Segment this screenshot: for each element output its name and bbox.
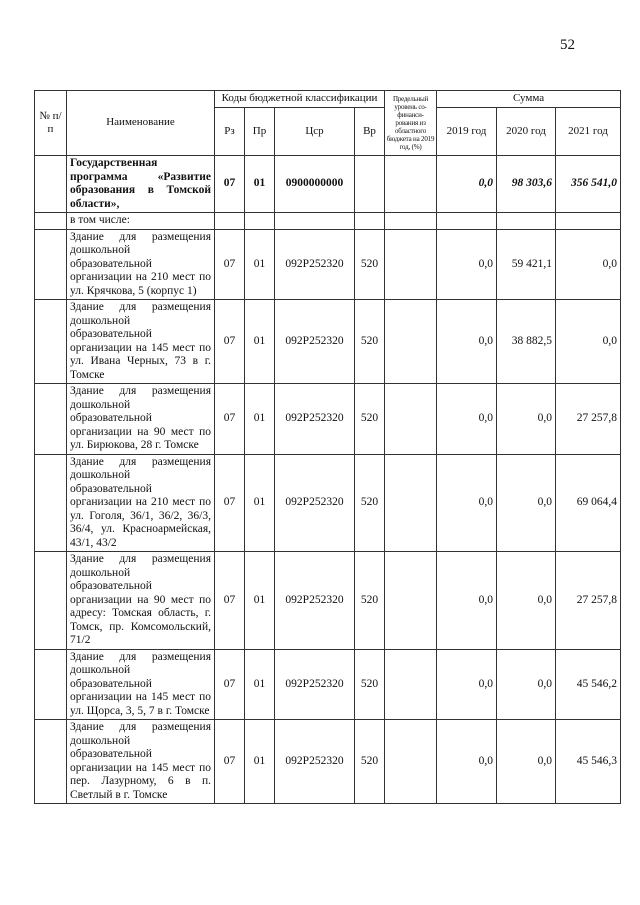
row-vr: 520 <box>355 649 385 720</box>
row-2020: 0,0 <box>497 454 556 552</box>
table-row <box>35 720 621 804</box>
row-csr: 092P252320 <box>275 552 355 650</box>
header-vr: Вр <box>355 108 385 156</box>
row-2021: 27 257,8 <box>556 384 621 455</box>
row-2019: 0,0 <box>437 552 497 650</box>
header-limit-level: Предельный уровень со-финанси-рования из областного бюджета на 2019 год, (%) <box>385 91 437 156</box>
program-name: Государственная программа «Развитие образования в Томской области», <box>67 156 215 213</box>
header-codes-group: Коды бюджетной классификации <box>215 91 385 108</box>
row-vr: 520 <box>355 552 385 650</box>
row-2020: 59 421,1 <box>497 229 556 300</box>
row-vr: 520 <box>355 300 385 384</box>
row-vr: 520 <box>355 720 385 804</box>
header-sum-group: Сумма <box>437 91 621 108</box>
page-number: 52 <box>560 37 575 53</box>
table-row <box>35 649 621 720</box>
row-csr: 092P252320 <box>275 300 355 384</box>
row-rz: 07 <box>215 384 245 455</box>
program-rz: 07 <box>215 156 245 213</box>
row-csr: 092P252320 <box>275 720 355 804</box>
table-row <box>35 384 621 455</box>
row-vr: 520 <box>355 454 385 552</box>
row-2021: 45 546,2 <box>556 649 621 720</box>
row-rz: 07 <box>215 649 245 720</box>
header-2019: 2019 год <box>437 108 497 156</box>
row-vr: 520 <box>355 384 385 455</box>
header-csr: Цср <box>275 108 355 156</box>
row-rz: 07 <box>215 720 245 804</box>
row-2019: 0,0 <box>437 720 497 804</box>
table-row <box>35 300 621 384</box>
row-pr: 01 <box>245 649 275 720</box>
row-2021: 45 546,3 <box>556 720 621 804</box>
program-2019: 0,0 <box>437 156 497 213</box>
row-rz: 07 <box>215 300 245 384</box>
row-name: Здание для размещения дошкольной образовательной организации на 145 мест по пер. Лазурному, 6 в п. Светлый в г. Томске <box>67 720 215 804</box>
row-2021: 69 064,4 <box>556 454 621 552</box>
row-rz: 07 <box>215 454 245 552</box>
row-name: Здание для размещения дошкольной образовательной организации на 210 мест по ул. Крячкова, 5 (корпус 1) <box>67 229 215 300</box>
row-2020: 0,0 <box>497 649 556 720</box>
header-2021: 2021 год <box>556 108 621 156</box>
row-2019: 0,0 <box>437 649 497 720</box>
row-pr: 01 <box>245 552 275 650</box>
row-pr: 01 <box>245 384 275 455</box>
row-name: Здание для размещения дошкольной образовательной организации на 90 мест по адресу: Томская область, г. Томск, пр. Комсомольский, 71/2 <box>67 552 215 650</box>
row-2021: 27 257,8 <box>556 552 621 650</box>
row-2019: 0,0 <box>437 454 497 552</box>
table-row <box>35 229 621 300</box>
header-rz: Рз <box>215 108 245 156</box>
row-2020: 0,0 <box>497 720 556 804</box>
including-row <box>35 213 621 230</box>
program-pr: 01 <box>245 156 275 213</box>
row-2021: 0,0 <box>556 229 621 300</box>
row-csr: 092P252320 <box>275 384 355 455</box>
header-num: № п/п <box>35 91 67 156</box>
program-2021: 356 541,0 <box>556 156 621 213</box>
row-2020: 0,0 <box>497 552 556 650</box>
row-rz: 07 <box>215 552 245 650</box>
including-label: в том числе: <box>67 213 215 230</box>
header-pr: Пр <box>245 108 275 156</box>
row-2020: 38 882,5 <box>497 300 556 384</box>
table-row <box>35 552 621 650</box>
row-pr: 01 <box>245 229 275 300</box>
header-name: Наименование <box>67 91 215 156</box>
row-rz: 07 <box>215 229 245 300</box>
row-2021: 0,0 <box>556 300 621 384</box>
row-pr: 01 <box>245 720 275 804</box>
row-name: Здание для размещения дошкольной образовательной организации на 145 мест по ул. Щорса, 3, 5, 7 в г. Томске <box>67 649 215 720</box>
program-row <box>35 156 621 213</box>
program-csr: 0900000000 <box>275 156 355 213</box>
table-row <box>35 454 621 552</box>
row-pr: 01 <box>245 300 275 384</box>
row-pr: 01 <box>245 454 275 552</box>
row-name: Здание для размещения дошкольной образовательной организации на 145 мест по ул. Ивана Черных, 73 в г. Томске <box>67 300 215 384</box>
budget-table <box>34 90 621 804</box>
row-2019: 0,0 <box>437 384 497 455</box>
row-2020: 0,0 <box>497 384 556 455</box>
row-csr: 092P252320 <box>275 454 355 552</box>
row-name: Здание для размещения дошкольной образовательной организации на 90 мест по ул. Бирюкова, 28 г. Томске <box>67 384 215 455</box>
row-2019: 0,0 <box>437 300 497 384</box>
row-vr: 520 <box>355 229 385 300</box>
row-csr: 092P252320 <box>275 649 355 720</box>
row-csr: 092P252320 <box>275 229 355 300</box>
row-name: Здание для размещения дошкольной образовательной организации на 210 мест по ул. Гоголя, 36/1, 36/2, 36/3, 36/4, ул. Красноармейская, 43/1, 43/2 <box>67 454 215 552</box>
program-2020: 98 303,6 <box>497 156 556 213</box>
header-2020: 2020 год <box>497 108 556 156</box>
row-2019: 0,0 <box>437 229 497 300</box>
